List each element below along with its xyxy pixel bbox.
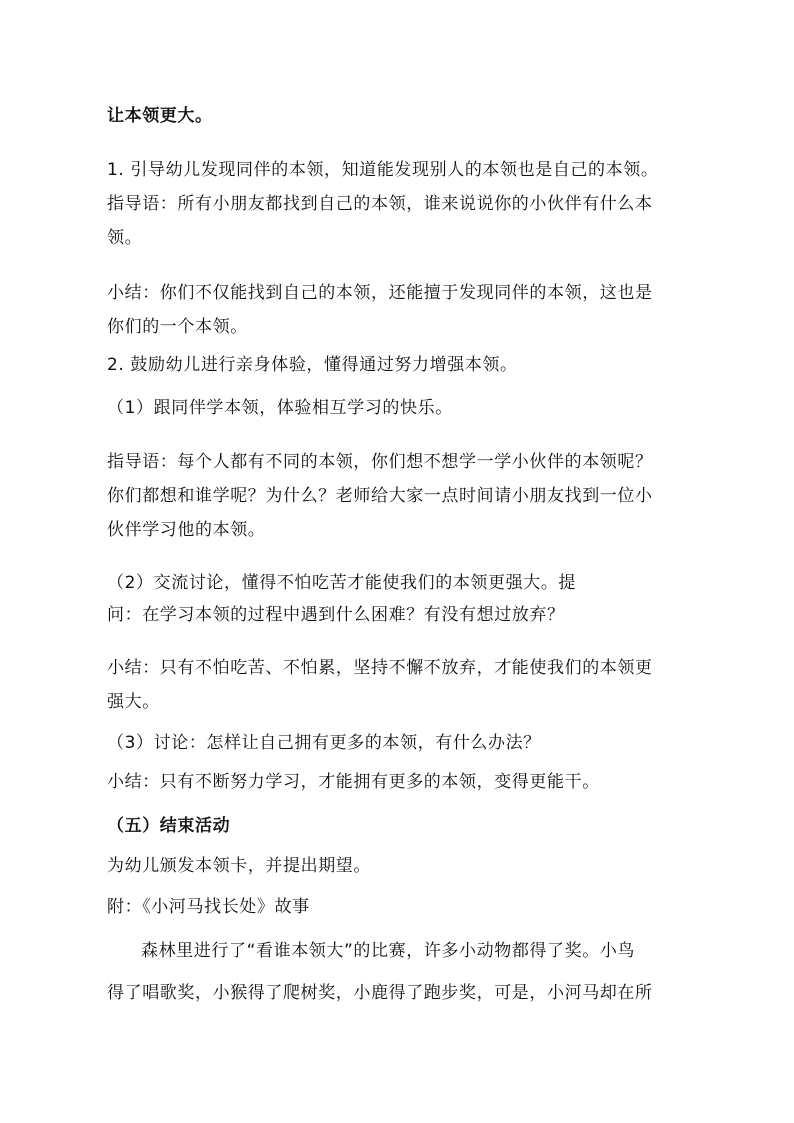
- paragraph-line: 小结：只有不怕吃苦、不怕累，坚持不懈不放弃，才能使我们的本领更: [107, 658, 653, 678]
- paragraph-line: （1）跟同伴学本领，体验相互学习的快乐。: [107, 398, 453, 418]
- paragraph-line: 问：在学习本领的过程中遇到什么困难？有没有想过放弃？: [107, 605, 565, 625]
- paragraph-line: 你们的一个本领。: [107, 317, 248, 337]
- paragraph-line: 指导语：所有小朋友都找到自己的本领，谁来说说你的小伙伴有什么本: [107, 194, 653, 214]
- paragraph-line: 伙伴学习他的本领。: [107, 520, 266, 540]
- paragraph-line: 强大。: [107, 692, 160, 712]
- paragraph-line: 为幼儿颁发本领卡，并提出期望。: [107, 856, 371, 876]
- section-heading: （五）结束活动: [107, 816, 231, 836]
- paragraph-line: 你们都想和谁学呢？为什么？老师给大家一点时间请小朋友找到一位小: [107, 486, 653, 506]
- paragraph-line: 指导语：每个人都有不同的本领，你们想不想学一学小伙伴的本领呢？: [107, 452, 653, 472]
- paragraph-line: （2）交流讨论，懂得不怕吃苦才能使我们的本领更强大。提: [107, 573, 577, 593]
- paragraph-line: 2. 鼓励幼儿进行亲身体验，懂得通过努力增强本领。: [107, 355, 518, 375]
- section-heading: 让本领更大。: [107, 106, 213, 126]
- paragraph-line: 小结：你们不仅能找到自己的本领，还能擅于发现同伴的本领，这也是: [107, 283, 653, 303]
- paragraph-line: 小结：只有不断努力学习，才能拥有更多的本领，变得更能干。: [107, 772, 600, 792]
- paragraph-line: 森林里进行了“看谁本领大”的比赛，许多小动物都得了奖。小鸟: [141, 941, 636, 961]
- paragraph-line: （3）讨论：怎样让自己拥有更多的本领，有什么办法？: [107, 733, 541, 753]
- paragraph-line: 领。: [107, 228, 143, 248]
- paragraph-line: 1. 引导幼儿发现同伴的本领，知道能发现别人的本领也是自己的本领。: [107, 160, 659, 180]
- paragraph-line: 得了唱歌奖，小猴得了爬树奖，小鹿得了跑步奖，可是，小河马却在所: [107, 983, 653, 1003]
- paragraph-line: 附：《小河马找长处》故事: [107, 897, 310, 917]
